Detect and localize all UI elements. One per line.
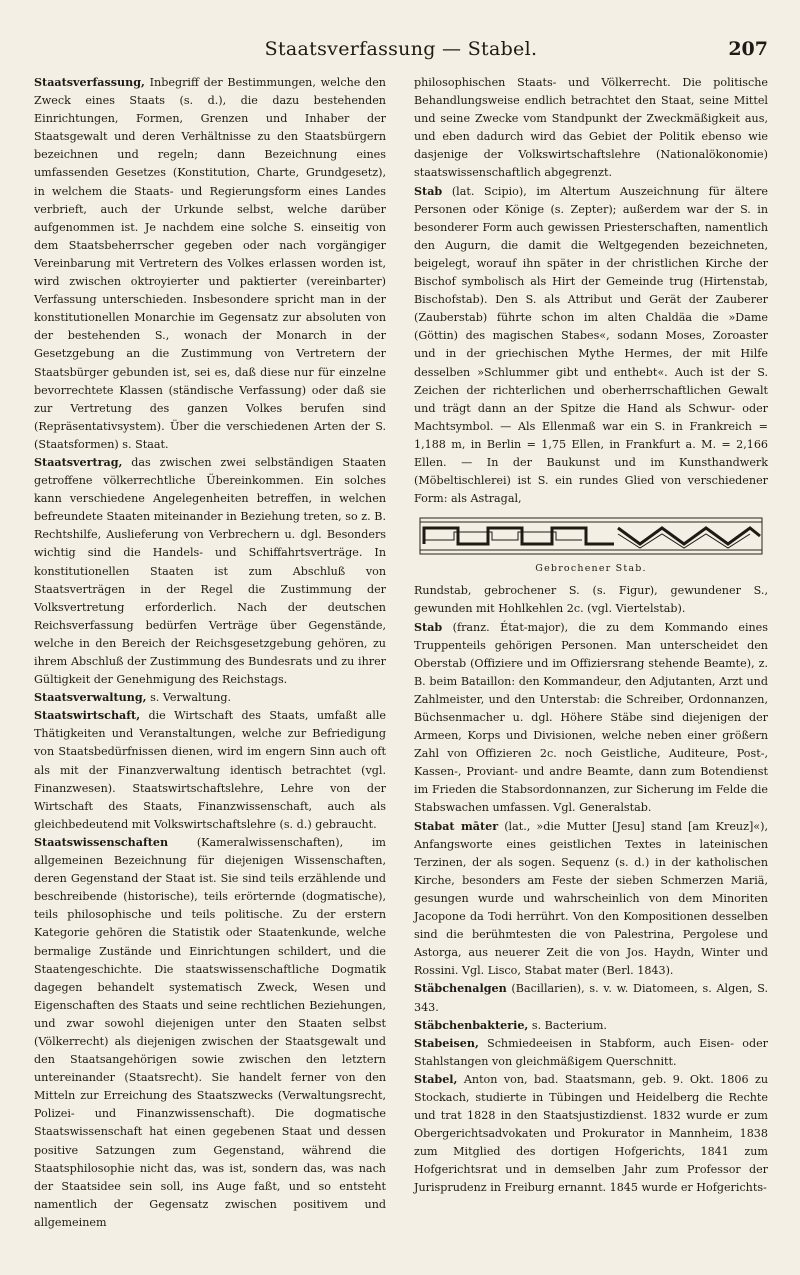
entry-text: Rundstab, gebrochener S. (s. Figur), gewundener S., gewunden mit Hohlkehlen 2c. (vgl. Viertelstab). (414, 584, 768, 616)
entry-text: s. Bacterium. (531, 1018, 607, 1032)
right-column-bottom (414, 582, 768, 1197)
entry-text: (franz. État-major), die zu dem Kommando eines Truppenteils gehörigen Personen. Man unterscheidet den Oberstab (Offiziere und im Offiziersrang stehende Beamte), z. B. beim Bataillon: den Kommandeur, den Adjutanten, Arzt und Zahlmeister, und den Unterstab: die Schreiber, Ordonnanzen, Büchsenmacher u. dgl. Höhere Stäbe sind diejenigen der Armeen, Korps und Divisionen, welche neben einer größern Zahl von Offizieren 2c. noch Geistliche, Auditeure, Post-, Kassen-, Proviant- und andre Beamte, dann zum Botendienst im Frieden die Stabsordonnanzen, zur Sicherung im Felde die Stabswachen umfassen. Vgl. Generalstab. (414, 620, 768, 815)
dictionary-entry (414, 582, 768, 618)
dictionary-entry (414, 980, 768, 1016)
entry-headword: Stab (414, 620, 443, 634)
entry-text: das zwischen zwei selbständigen Staaten getroffene völkerrechtliche Übereinkommen. Ein solches kann verschiedene Angelegenheiten betreffen, in welchen befreundete Staaten miteinander in Beziehung treten, so z. B. Rechtshilfe, Auslieferung von Verbrechern u. dgl. Besonders wichtig sind die Handels- und Schiffahrtsverträge. In konstitutionellen Staaten ist zum Abschluß von Staatsverträgen in der Regel die Zustimmung der Volksvertretung erforderlich. Nach der deutschen Reichsverfassung bedürfen Verträge über Gegenstände, welche in den Bereich der Reichsgesetzgebung gehören, zu ihrem Abschluß der Zustimmung des Bundesrats und zu ihrer Gültigkeit der Genehmigung des Reichstags. (34, 455, 386, 687)
entry-headword: Staatsvertrag, (34, 455, 123, 469)
left-column (34, 74, 386, 1232)
right-column (414, 74, 768, 1198)
page-number: 207 (728, 38, 768, 60)
entry-text: philosophischen Staats- und Völkerrecht. Die politische Behandlungsweise endlich betrachtet den Staat, seine Mittel und seine Zwecke vom Standpunkt der Zweckmäßigkeit aus, und eben dadurch wird das Gebiet der Politik ebenso wie dasjenige der Volkswirtschaftslehre (Nationalökonomie) staatswissenschaftlich abgegrenzt. (414, 76, 768, 180)
figure-caption: Gebrochener Stab. (535, 563, 647, 575)
dictionary-entry (414, 619, 768, 818)
dictionary-entry (34, 689, 386, 707)
entry-text: Anton von, bad. Staatsmann, geb. 9. Okt. 1806 zu Stockach, studierte in Tübingen und Heidelberg die Rechte und trat 1828 in den Staatsjustizdienst. 1832 wurde er zum Obergerichtsadvokaten und Prokurator in Mannheim, 1838 zum Mitglied des dortigen Hofgerichts, 1841 zum Hofgerichtsrat und in demselben Jahr zum Professor der Jurisprudenz in Freiburg ernannt. 1845 wurde er Hofgerichts- (414, 1072, 768, 1195)
entry-text: s. Verwaltung. (150, 691, 232, 705)
entry-headword: Stäbchenbakterie, (414, 1018, 529, 1032)
dictionary-entry (414, 818, 768, 981)
entry-text: (Bacillarien), s. v. w. Diatomeen, s. Algen, S. 343. (414, 982, 768, 1014)
broken-moulding-illustration (418, 514, 764, 558)
entry-text: (lat. Scipio), im Altertum Auszeichnung für ältere Personen oder Könige (s. Zepter); außerdem war der S. in besonderer Form auch gewissen Priesterschaften, namentlich den Augurn, die damit die Weltgegenden bezeichneten, beigelegt, worauf ihn später in der christlichen Kirche der Bischof symbolisch als Hirt der Gemeinde trug (Hirtenstab, Bischofstab). Den S. als Attribut und Gerät der Zauberer (Zauberstab) führte schon im alten Chaldäa die »Dame (Göttin) des magischen Stabes«, sodann Moses, Zoroaster und in der griechischen Mythe Hermes, der mit Hilfe desselben »Schlummer gibt und enthebt«. Auch ist der S. Zeichen der richterlichen und oberherrschaftlichen Gewalt und trägt dann an der Spitze die Hand als Schwur- oder Machtsymbol. — Als Ellenmaß war ein S. in Frankreich = 1,188 m, in Berlin = 1,75 Ellen, in Frankfurt a. M. = 2,166 Ellen. — In der Baukunst und im Kunsthandwerk (Möbeltischlerei) ist S. ein rundes Glied von verschiedener Form: als Astragal, (414, 184, 768, 506)
dictionary-entry (414, 74, 768, 183)
dictionary-entry (414, 1071, 768, 1198)
entry-headword: Staatsverwaltung, (34, 691, 147, 705)
entry-text: (Kameralwissenschaften), im allgemeinen Bezeichnung für diejenigen Wissenschaften, deren Gegenstand der Staat ist. Sie sind teils erzählende und beschreibende (historische), teils erörternde (dogmatische), teils philosophische und teils politische. Zu der erstern Kategorie gehören die Statistik oder Staatenkunde, welche bermalige Zustände und Einrichtungen schildert, und die Staatengeschichte. Die staatswissenschaftliche Dogmatik dagegen behandelt systematisch Zweck, Wesen und Eigenschaften des Staats und seine rechtlichen Beziehungen, und zwar sowohl diejenigen unter den Staaten selbst (Völkerrecht) als diejenigen zwischen der Staatsgewalt und den Staatsangehörigen sowie zwischen den letztern untereinander (Staatsrecht). Sie handelt ferner von den Mitteln zur Erreichung des Staatszwecks (Verwaltungsrecht, Polizei- und Finanzwissenschaft). Die dogmatische Staatswissenschaft hat einen gegebenen Staat und dessen positive Satzungen zum Gegenstand, während die Staatsphilosophie nicht das, was ist, sondern das, was nach der Staatsidee sein soll, ins Auge faßt, und so entsteht namentlich der Gegensatz zwischen positivem und allgemeinem (34, 835, 386, 1229)
right-column-top (414, 74, 768, 508)
dictionary-entry (34, 834, 386, 1232)
dictionary-entry (414, 183, 768, 509)
page-header (34, 38, 768, 66)
entry-headword: Stabeisen, (414, 1036, 479, 1050)
dictionary-entry (34, 707, 386, 834)
running-title: Staatsverfassung — Stabel. (264, 38, 538, 60)
entry-text: Schmiedeeisen in Stabform, auch Eisen- oder Stahlstangen von gleichmäßigem Querschnitt. (414, 1036, 768, 1068)
dictionary-entry (414, 1035, 768, 1071)
entry-headword: Staatsverfassung, (34, 76, 145, 89)
dictionary-entry (34, 454, 386, 689)
entry-headword: Staatswirtschaft, (34, 709, 141, 723)
figure-gebrochener-stab (414, 514, 768, 578)
entry-headword: Staatswissenschaften (34, 835, 169, 849)
dictionary-entry (414, 1017, 768, 1035)
entry-text: die Wirtschaft des Staats, umfaßt alle Thätigkeiten und Veranstaltungen, welche zur Befriedigung von Staatsbedürfnissen dienen, wird im engern Sinn auch oft als mit der Finanzverwaltung identisch betrachtet (vgl. Finanzwesen). Staatswirtschaftslehre, Lehre von der Wirtschaft des Staats, Finanzwissenschaft, auch als gleichbedeutend mit Volkswirtschaftslehre (s. d.) gebraucht. (34, 709, 387, 831)
entry-headword: Stabat māter (414, 819, 499, 833)
entry-headword: Stab (414, 184, 443, 198)
entry-headword: Stäbchenalgen (414, 982, 507, 996)
entry-headword: Stabel, (414, 1072, 458, 1086)
dictionary-entry (34, 74, 386, 454)
entry-text: Inbegriff der Bestimmungen, welche den Zweck eines Staats (s. d.), die dazu bestehenden Einrichtungen, Formen, Grenzen und Inhaber der Staatsgewalt und deren Verhältnisse zu den Staatsbürgern bezeichnen und regeln; dann Bezeichnung eines umfassenden Gesetzes (Konstitution, Charte, Grundgesetz), in welchem die Staats- und Regierungsform eines Landes verbrieft, auch der Urkunde selbst, welche darüber aufgenommen ist. Je nachdem eine solche S. einseitig von dem Staatsbeherrscher gegeben oder nach vorgängiger Vereinbarung mit Vertretern des Volkes erlassen worden ist, wird zwischen oktroyierter und paktierter (vereinbarter) Verfassung unterschieden. Insbesondere spricht man in der konstitutionellen Monarchie im Gegensatz zur absoluten von der bestehenden S., wonach der Monarch in der Gesetzgebung an die Zustimmung von Vertretern der Staatsbürger gebunden ist, sei es, daß diese nur für einzelne bevorrechtete Klassen (ständische Verfassung) oder daß sie zur Vertretung des ganzen Volkes berufen sind (Repräsentativsystem). Über die verschiedenen Arten der S. (Staatsformen) s. Staat. (34, 76, 386, 451)
entry-text: (lat., »die Mutter [Jesu] stand [am Kreuz]«), Anfangsworte eines geistlichen Textes in lateinischen Terzinen, der als sogen. Sequenz (s. d.) in der katholischen Kirche, besonders am Feste der sieben Schmerzen Mariä, gesungen wurde und wahrscheinlich von dem Minoriten Jacopone da Todi herrührt. Von den Kompositionen desselben sind die berühmtesten die von Palestrina, Pergolese und Astorga, aus neuerer Zeit die von Jos. Haydn, Winter und Rossini. Vgl. Lisco, Stabat mater (Berl. 1843). (414, 819, 769, 978)
